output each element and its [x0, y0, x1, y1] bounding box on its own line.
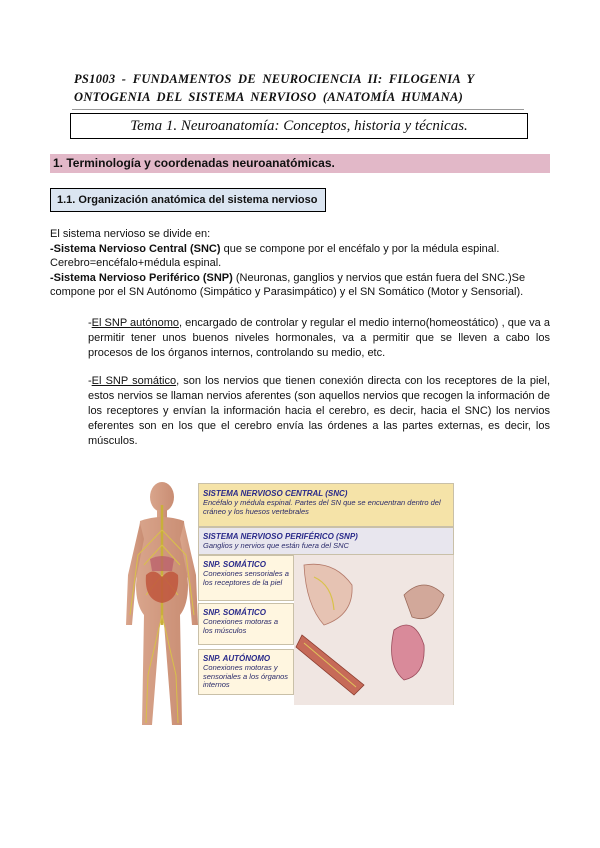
snc-text: que se compone por el encéfalo y por la médula espinal. [220, 242, 500, 255]
autonomo-callout-desc: Conexiones motoras y sensoriales a los órganos internos [203, 663, 289, 689]
snc-callout-title: SISTEMA NERVIOSO CENTRAL (SNC) [203, 489, 348, 498]
autonomo-dash: - [88, 317, 92, 329]
snp-callout-desc: Ganglios y nervios que están fuera del SNC [203, 541, 349, 550]
somatico-label: El SNP somático [91, 375, 177, 387]
snc-label: -Sistema Nervioso Central (SNC) [50, 242, 221, 255]
autonomo-paragraph [88, 316, 550, 361]
autonomo-callout-title: SNP. AUTÓNOMO [203, 654, 271, 663]
somatico-text: , son los nervios que tienen conexión directa con los receptores de la piel, estos nervios se llaman nervios aferentes (son aquellos nervios que recogen la información de los receptores y envían la información hacia el cerebro, es decir, hacia el SNC) los nervios eferentes son en los que el cerebro envía las órdenes a las partes externas, es decir, los músculos. [88, 375, 551, 447]
course-title [74, 70, 534, 106]
soma-motor-title: SNP. SOMÁTICO [203, 608, 266, 617]
cerebro-definition: Cerebro=encéfalo+médula espinal. [50, 257, 222, 269]
snc-callout [198, 483, 454, 527]
header-divider [72, 109, 524, 110]
soma-motor-callout [198, 603, 294, 645]
autonomo-text: , encargado de controlar y regular el medio interno(homeostático) , que va a permitir tener unos buenos niveles hormonales, va a permitir que se lleven a cabo los procesos de los órganos internos, controlando su medio, etc. [88, 317, 550, 359]
snp-callout [198, 527, 454, 555]
anatomy-detail-illustrations [294, 555, 454, 705]
soma-sensory-title: SNP. SOMÁTICO [203, 560, 266, 569]
snp-callout-title: SISTEMA NERVIOSO PERIFÉRICO (SNP) [203, 532, 358, 541]
somatico-paragraph [88, 374, 550, 449]
autonomo-callout [198, 649, 294, 695]
nervous-system-figure [118, 475, 454, 731]
soma-sensory-desc: Conexiones sensoriales a los receptores de la piel [203, 569, 289, 587]
soma-motor-desc: Conexiones motoras a los músculos [203, 617, 279, 635]
human-body-illustration [118, 475, 208, 731]
snp-definition [50, 271, 550, 300]
course-title-line1: PS1003 - FUNDAMENTOS DE NEUROCIENCIA II: FILOGENIA Y [74, 72, 475, 86]
section-1-heading: 1. Terminología y coordenadas neuroanatómicas. [50, 154, 550, 173]
intro-paragraph [50, 227, 550, 300]
snp-text: (Neuronas, ganglios y nervios que están fuera del SNC.)Se compone por el SN Autónomo (Simpático y Parasimpático) y el SN Somático (Motor y Sensorial). [50, 271, 526, 298]
topic-title: Tema 1. Neuroanatomía: Conceptos, historia y técnicas. [70, 113, 528, 139]
snc-definition [50, 242, 550, 257]
somatico-dash: - [88, 375, 92, 387]
intro-text: El sistema nervioso se divide en: [50, 228, 211, 240]
snp-label: -Sistema Nervioso Periférico (SNP) [50, 271, 233, 284]
soma-sensory-callout [198, 555, 294, 601]
snc-callout-desc: Encéfalo y médula espinal. Partes del SN que se encuentran dentro del cráneo y los huesos vertebrales [203, 498, 441, 516]
section-1-1-heading: 1.1. Organización anatómica del sistema nervioso [50, 188, 326, 212]
course-title-line2: ONTOGENIA DEL SISTEMA NERVIOSO (ANATOMÍA HUMANA) [74, 90, 464, 104]
autonomo-label: El SNP autónomo [91, 317, 179, 329]
